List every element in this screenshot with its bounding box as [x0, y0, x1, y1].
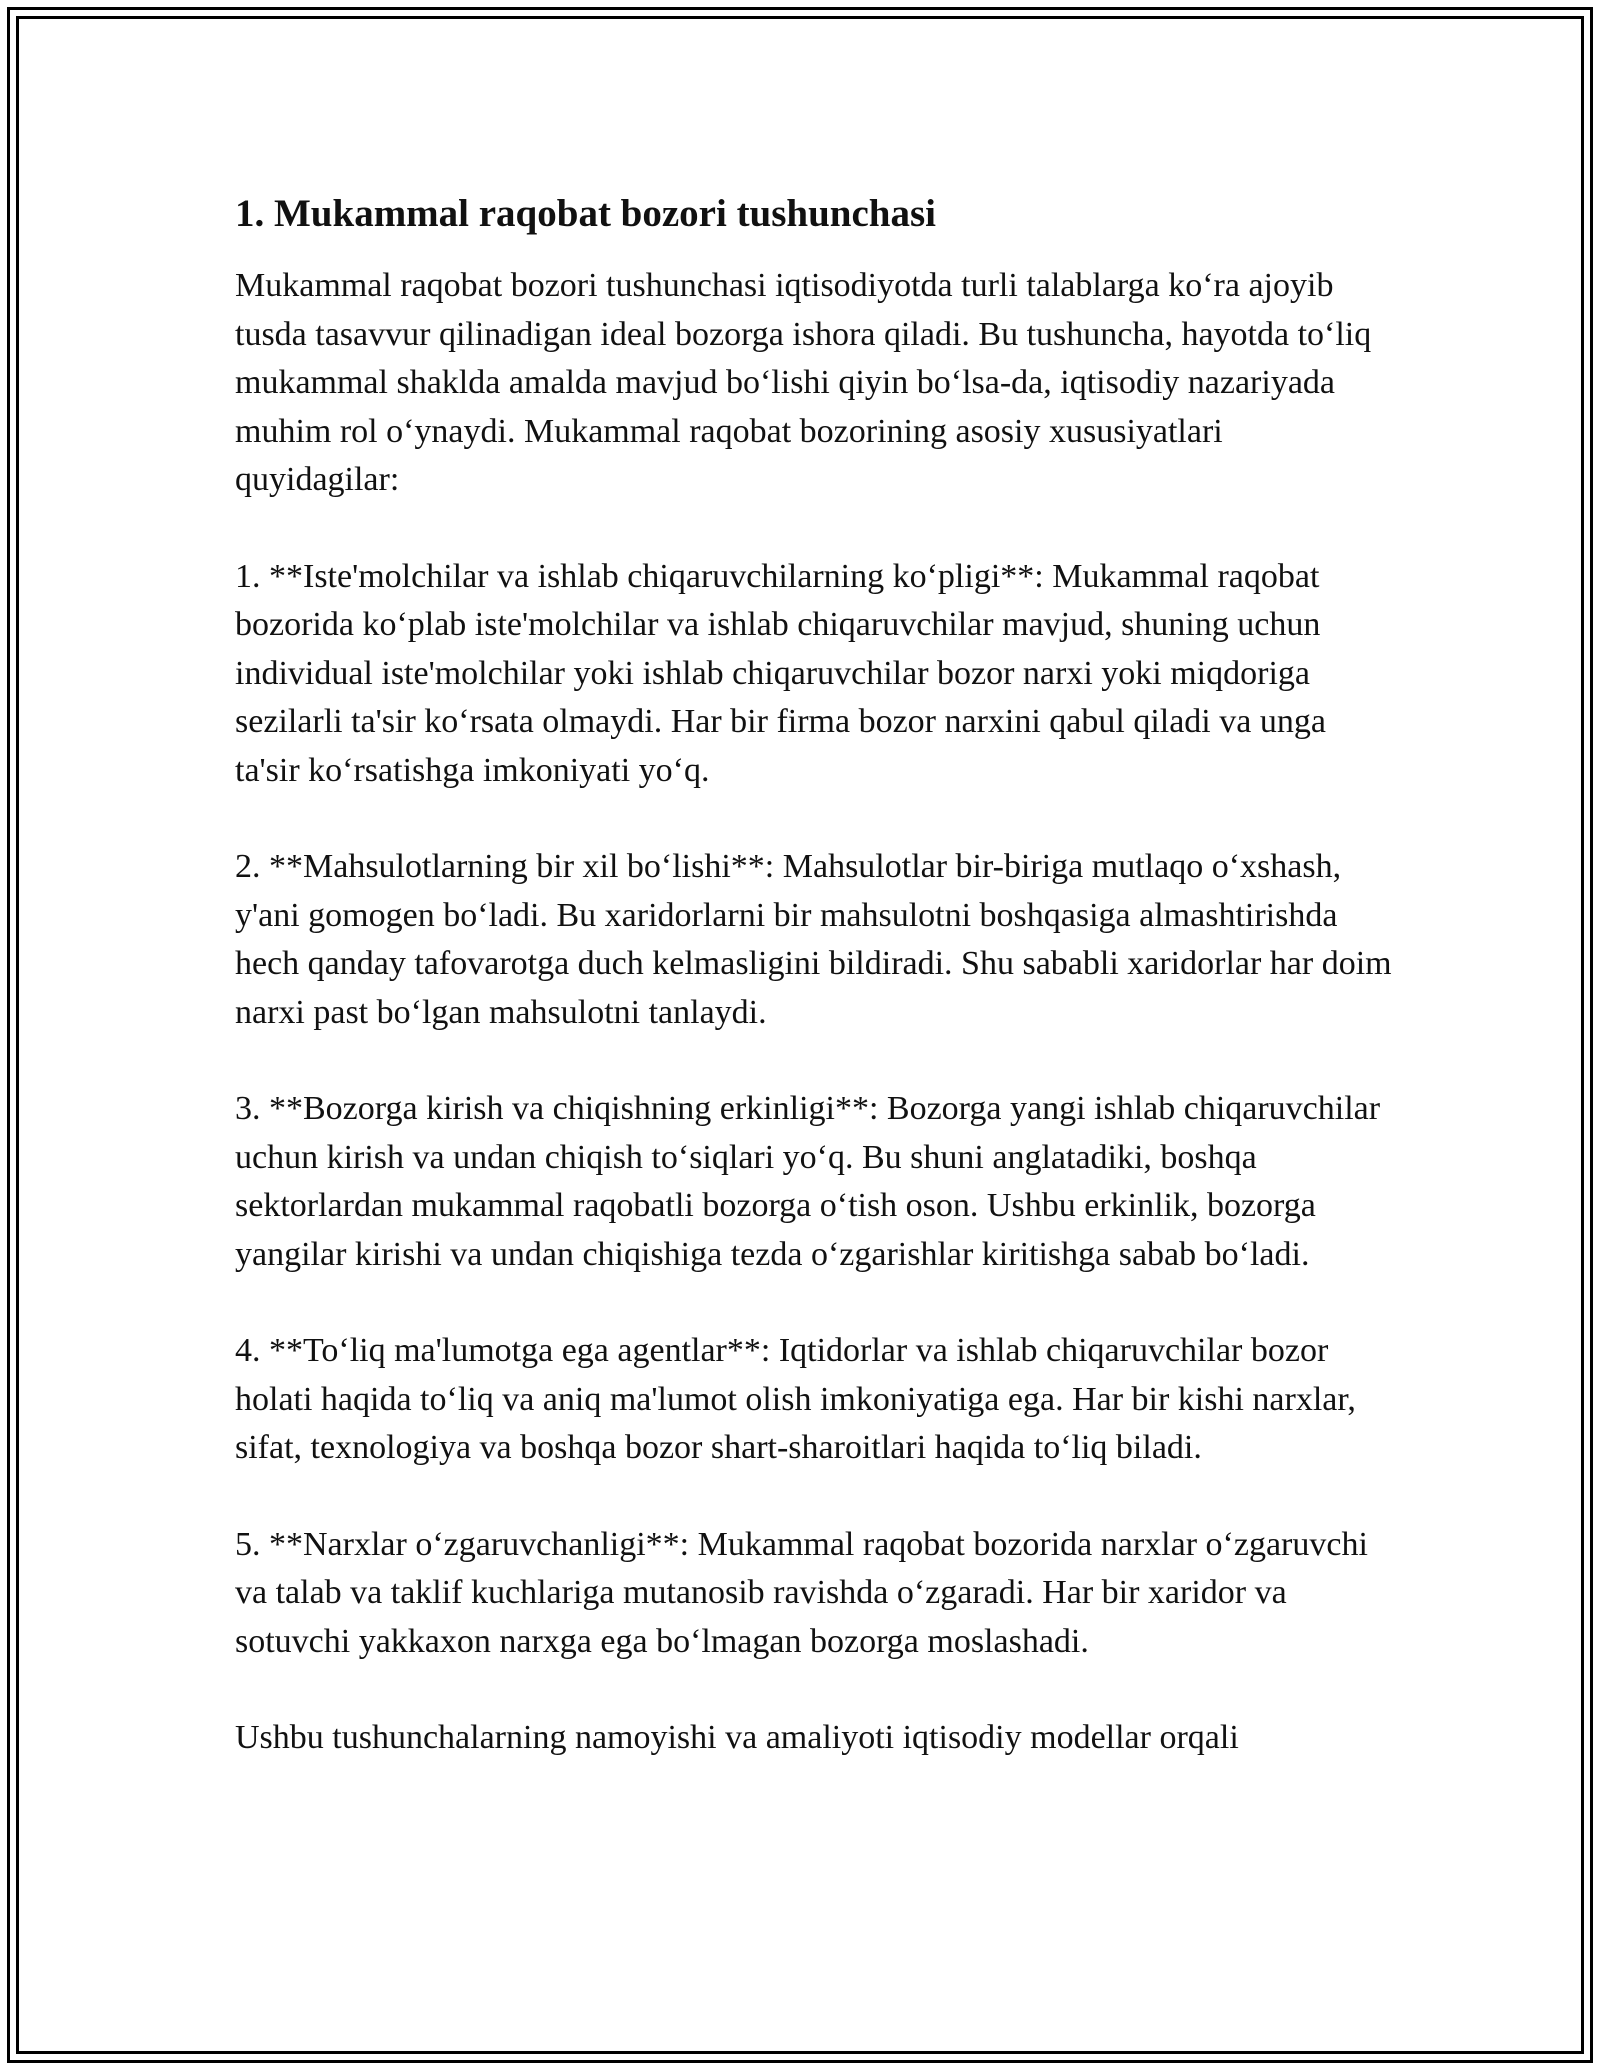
list-item-homogeneous-products: 2. **Mahsulotlarning bir xil bo‘lishi**: Mahsulotlar bir-biriga mutlaqo o‘xshash, y'ani gomogen bo‘ladi. Bu xaridorlarni bir mahsulotni boshqasiga almashtirishda hech qanday tafovarotga duch kelmasligini bildiradi. Shu sababli xaridorlar har doim narxi past bo‘lgan mahsulotni tanlaydi. [235, 848, 1392, 1031]
document-body [235, 186, 1395, 1811]
closing-paragraph: Ushbu tushunchalarning namoyishi va amaliyoti iqtisodiy modellar orqali [235, 1719, 1239, 1756]
list-item-free-entry-exit: 3. **Bozorga kirish va chiqishning erkinligi**: Bozorga yangi ishlab chiqaruvchilar uchun kirish va undan chiqish to‘siqlari yo‘q. Bu shuni anglatadiki, boshqa sektorlardan mukammal raqobatli bozorga o‘tish oson. Ushbu erkinlik, bozorga yangilar kirishi va undan chiqishiga tezda o‘zgarishlar kiritishga sabab bo‘ladi. [235, 1090, 1381, 1273]
intro-paragraph: Mukammal raqobat bozori tushunchasi iqtisodiyotda turli talablarga ko‘ra ajoyib tusda tasavvur qilinadigan ideal bozorga ishora qiladi. Bu tushuncha, hayotda to‘liq mukammal shaklda amalda mavjud bo‘lishi qiyin bo‘lsa-da, iqtisodiy nazariyada muhim rol o‘ynaydi. Mukammal raqobat bozorining asosiy xususiyatlari quyidagilar: [235, 267, 1372, 498]
list-item-price-flexibility: 5. **Narxlar o‘zgaruvchanligi**: Mukammal raqobat bozorida narxlar o‘zgaruvchi va talab va taklif kuchlariga mutanosib ravishda o‘zgaradi. Har bir xaridor va sotuvchi yakkaxon narxga ega bo‘lmagan bozorga moslashadi. [235, 1525, 1368, 1660]
list-item-full-information: 4. **To‘liq ma'lumotga ega agentlar**: Iqtidorlar va ishlab chiqaruvchilar bozor holati haqida to‘liq va aniq ma'lumot olish imkoniyatiga ega. Har bir kishi narxlar, sifat, texnologiya va boshqa bozor shart-sharoitlari haqida to‘liq biladi. [235, 1332, 1356, 1466]
list-item-consumers-producers: 1. **Iste'molchilar va ishlab chiqaruvchilarning ko‘pligi**: Mukammal raqobat bozorida ko‘plab iste'molchilar va ishlab chiqaruvchilar mavjud, shuning uchun individual iste'molchilar yoki ishlab chiqaruvchilar bozor narxi yoki miqdoriga sezilarli ta'sir ko‘rsata olmaydi. Har bir firma bozor narxini qabul qiladi va unga ta'sir ko‘rsatishga imkoniyati yo‘q. [235, 557, 1326, 789]
section-heading: 1. Mukammal raqobat bozori tushunchasi [235, 192, 937, 235]
